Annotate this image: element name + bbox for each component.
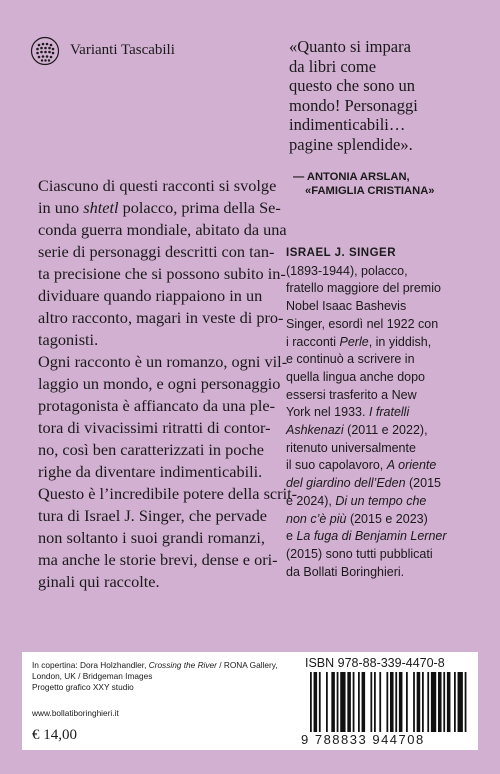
text-run: (2011 e 2022), — [343, 423, 428, 438]
price: € 14,00 — [32, 727, 77, 743]
text-line — [38, 307, 297, 329]
text-line — [38, 395, 297, 417]
text-line — [286, 280, 447, 298]
text-run: London, UK / Bridgeman Images — [32, 671, 153, 681]
text-line — [38, 219, 297, 241]
barcode-bar — [310, 672, 312, 732]
barcode-bar — [447, 672, 451, 732]
text-line — [38, 461, 297, 483]
text-line — [286, 334, 447, 352]
text-line — [286, 369, 447, 387]
quote-line: indimenticabili… — [289, 115, 406, 135]
barcode-bar — [390, 672, 394, 732]
text-line — [38, 241, 297, 263]
text-line — [286, 528, 447, 546]
text-run: York nel 1933. — [286, 405, 369, 420]
text-line — [38, 285, 297, 307]
barcode-bar — [395, 672, 397, 732]
barcode-bar — [465, 672, 467, 732]
italic-title: Perle — [339, 334, 369, 349]
text-line — [38, 263, 297, 285]
text-run: Singer, esordì nel 1922 con — [286, 316, 439, 331]
quote-line: «Quanto si impara — [289, 37, 411, 56]
text-line — [38, 483, 297, 505]
barcode-digits: 9 788833 944708 — [301, 732, 425, 747]
text-run: quella lingua anche dopo — [286, 369, 426, 384]
text-line — [286, 493, 447, 511]
barcode-bar — [438, 672, 442, 732]
text-run: righe da diventare indimenticabili. — [38, 462, 263, 481]
barcode-bar — [422, 672, 424, 732]
text-line — [38, 549, 297, 571]
barcode-bar — [353, 672, 355, 732]
text-line — [38, 351, 297, 373]
cover-credits — [32, 660, 278, 693]
text-line — [286, 351, 447, 369]
text-run: e — [286, 529, 297, 544]
publisher-logo-icon — [30, 36, 60, 66]
text-line — [38, 571, 297, 593]
author-name: ISRAEL J. SINGER — [286, 247, 397, 259]
barcode-bar — [358, 672, 360, 732]
text-line — [38, 527, 297, 549]
quote-line: pagine splendide». — [289, 134, 413, 154]
barcode-bar — [427, 672, 429, 732]
barcode-bar — [431, 672, 436, 732]
text-line — [286, 298, 447, 316]
barcode-bar — [458, 672, 463, 732]
text-run: (2015 e 2023) — [346, 511, 428, 526]
quote-line: da libri come — [289, 56, 377, 76]
text-run: (1893-1944), polacco, — [286, 263, 408, 278]
quote-line: questo che sono un — [289, 76, 416, 96]
quote-source: «FAMIGLIA CRISTIANA» — [305, 185, 435, 197]
text-run: essersi trasferito a New — [286, 387, 417, 402]
barcode-icon — [310, 672, 470, 732]
quote-author: — ANTONIA ARSLAN, — [293, 171, 410, 183]
text-line — [38, 417, 297, 439]
text-run: Progetto grafico XXY studio — [32, 682, 134, 692]
barcode-bar — [319, 672, 321, 732]
text-run: altro racconto, magari in veste di pro- — [38, 308, 284, 327]
text-line — [286, 475, 447, 493]
text-run: e 2024), — [286, 493, 336, 508]
text-run: (2015) sono tutti pubblicati — [286, 546, 433, 561]
text-run: ta precisione che si possono subito in- — [38, 264, 286, 283]
text-line — [38, 197, 297, 219]
text-run: serie di personaggi descritti con tan- — [38, 242, 275, 261]
text-run: ma anche le storie brevi, dense e ori- — [38, 550, 278, 569]
italic-title: A oriente — [386, 458, 437, 473]
text-run: tagonisti. — [38, 330, 99, 349]
barcode-bar — [379, 672, 381, 732]
text-line — [38, 505, 297, 527]
italic-title: non c’è più — [286, 511, 347, 526]
text-run: , in yiddish, — [368, 334, 432, 349]
italic-title: Ashkenazi — [286, 423, 344, 438]
text-run: laggio un mondo, e ogni personaggio — [38, 374, 281, 393]
text-line — [286, 564, 447, 582]
barcode-bar — [340, 672, 345, 732]
text-line — [38, 373, 297, 395]
barcode-bar — [362, 672, 366, 732]
text-line — [38, 329, 297, 351]
italic-title: I fratelli — [368, 405, 410, 420]
barcode-bar — [347, 672, 351, 732]
text-line — [286, 457, 447, 475]
text-line — [286, 263, 447, 281]
barcode-bar — [370, 672, 372, 732]
barcode-bar — [406, 672, 408, 732]
barcode-bar — [386, 672, 388, 732]
barcode-bar — [399, 672, 403, 732]
barcode-bar — [326, 672, 328, 732]
text-run: Ciascuno di questi racconti si svolge — [38, 176, 277, 195]
text-run: ginali qui raccolte. — [38, 572, 160, 591]
text-line — [286, 316, 447, 334]
text-run: tura di Israel J. Singer, che pervade — [38, 506, 268, 525]
italic-title: del giardino dell’Eden — [286, 476, 406, 491]
barcode-bar — [314, 672, 318, 732]
text-line — [32, 671, 278, 682]
text-run: non soltanto i suoi grandi romanzi, — [38, 528, 265, 547]
barcode-bar — [443, 672, 445, 732]
text-line — [286, 387, 447, 405]
quote-attribution — [293, 170, 435, 198]
barcode-bar — [454, 672, 456, 732]
text-line — [38, 439, 297, 461]
review-quote — [289, 37, 489, 155]
text-run: il suo capolavoro, — [286, 458, 387, 473]
author-bio — [286, 245, 447, 581]
text-run: In copertina: Dora Holzhandler, — [32, 660, 149, 670]
text-run: protagonista è affiancato da una ple- — [38, 396, 276, 415]
barcode-bar — [374, 672, 376, 732]
italic-title: shtetl — [83, 198, 119, 217]
barcode-bar — [331, 672, 335, 732]
text-line — [286, 422, 447, 440]
text-run: ritenuto universalmente — [286, 440, 416, 455]
text-line — [38, 175, 297, 197]
footer-panel — [22, 652, 478, 750]
publisher-website: www.bollatiboringhieri.it — [32, 708, 119, 718]
text-line — [286, 511, 447, 529]
text-line — [32, 682, 278, 693]
isbn: ISBN 978-88-339-4470-8 — [305, 656, 445, 670]
text-run: i racconti — [286, 334, 340, 349]
text-run: no, così ben caratterizzati in poche — [38, 440, 265, 459]
italic-title: La fuga di Benjamin Lerner — [296, 529, 447, 544]
text-line — [286, 440, 447, 458]
text-run: Ogni racconto è un romanzo, ogni vil- — [38, 352, 288, 371]
text-run: (2015 — [405, 476, 441, 491]
text-run: / RONA Gallery, — [216, 660, 278, 670]
text-line — [32, 660, 278, 671]
text-run: da Bollati Boringhieri. — [286, 564, 405, 579]
text-run: tora di vivacissimi ritratti di contor- — [38, 418, 271, 437]
text-run: Questo è l’incredibile potere della scrit- — [38, 484, 298, 503]
italic-title: Crossing the River — [148, 660, 217, 670]
barcode-bar — [417, 672, 421, 732]
barcode-bar — [337, 672, 339, 732]
text-run: conda guerra mondiale, abitato da una — [38, 220, 287, 239]
text-run: in uno — [38, 198, 84, 217]
series-name: Varianti Tascabili — [70, 42, 175, 58]
barcode-bar — [413, 672, 415, 732]
synopsis-text — [38, 175, 297, 593]
text-line — [286, 404, 447, 422]
author-bio-body — [286, 263, 447, 582]
quote-line: mondo! Personaggi — [289, 95, 418, 115]
text-run: polacco, prima della Se- — [118, 198, 281, 217]
text-run: e continuò a scrivere in — [286, 352, 415, 367]
text-run: Nobel Isaac Bashevis — [286, 299, 407, 314]
italic-title: Di un tempo che — [335, 493, 427, 508]
text-line — [286, 546, 447, 564]
text-run: dividuare quando riappaiono in un — [38, 286, 263, 305]
text-run: fratello maggiore del premio — [286, 281, 441, 296]
